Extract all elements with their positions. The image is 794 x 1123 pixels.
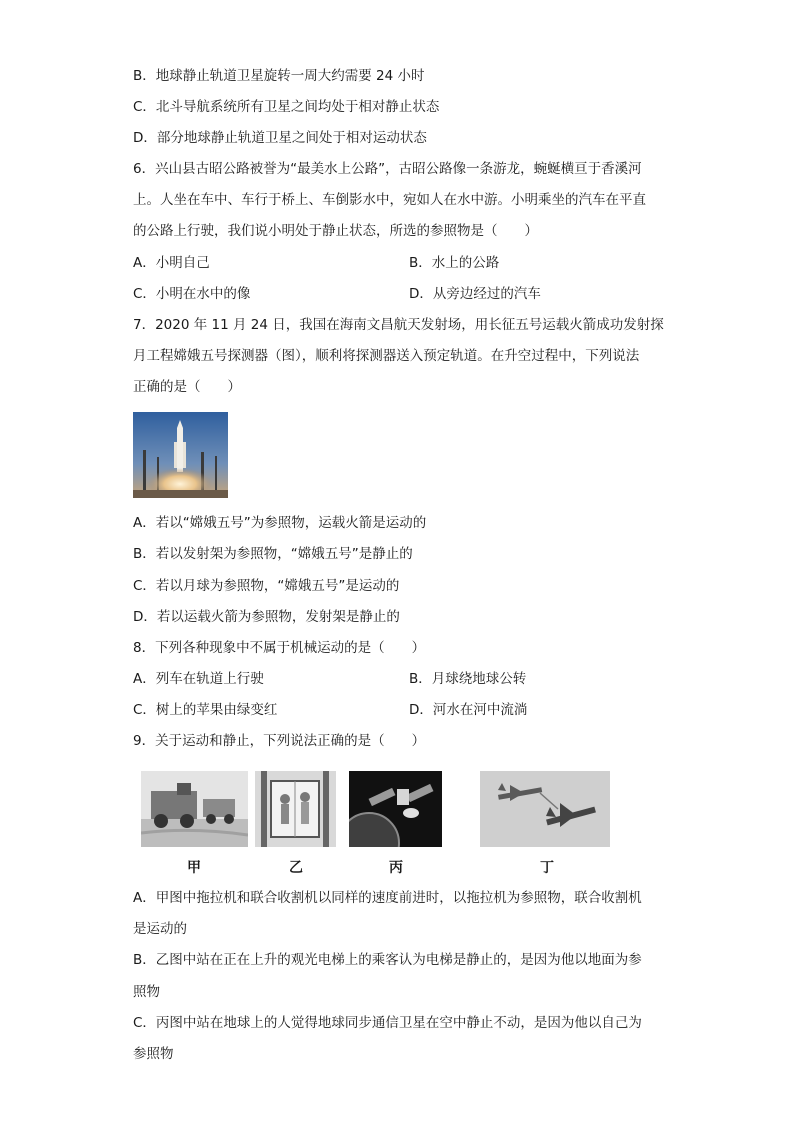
- q9-option-a-line2: 是运动的: [133, 921, 187, 937]
- q9-option-b-line2: 照物: [133, 984, 160, 1000]
- q6-stem-line3: 的公路上行驶，我们说小明处于静止状态，所选的参照物是（ ）: [133, 223, 538, 239]
- q6-option-d: D．从旁边经过的汽车: [409, 286, 541, 302]
- harvester-image: [141, 771, 248, 847]
- q8-option-b: B．月球绕地球公转: [409, 671, 527, 687]
- aircraft-image: [480, 771, 610, 847]
- figure-caption-bing: 丙: [389, 860, 403, 876]
- q5-option-b: B．地球静止轨道卫星旋转一周大约需要 24 小时: [133, 68, 425, 84]
- q6-stem-line1: 6．兴山县古昭公路被誉为“最美水上公路”，古昭公路像一条游龙，蜿蜒横亘于香溪河: [133, 161, 642, 177]
- q9-option-c-line2: 参照物: [133, 1046, 174, 1062]
- q8-option-a: A．列车在轨道上行驶: [133, 671, 264, 687]
- q5-option-d: D．部分地球静止轨道卫星之间处于相对运动状态: [133, 130, 427, 146]
- figure-caption-jia: 甲: [187, 860, 201, 876]
- q7-stem-line2: 月工程嫦娥五号探测器（图），顺利将探测器送入预定轨道。在升空过程中，下列说法: [133, 348, 640, 364]
- q7-option-d: D．若以运载火箭为参照物，发射架是静止的: [133, 609, 400, 625]
- q7-option-a: A．若以“嫦娥五号”为参照物，运载火箭是运动的: [133, 515, 427, 531]
- figure-caption-yi: 乙: [289, 860, 303, 876]
- q7-stem-line3: 正确的是（ ）: [133, 379, 241, 395]
- q5-option-c: C．北斗导航系统所有卫星之间均处于相对静止状态: [133, 99, 440, 115]
- q6-option-c: C．小明在水中的像: [133, 286, 251, 302]
- q9-option-b-line1: B．乙图中站在正在上升的观光电梯上的乘客认为电梯是静止的，是因为他以地面为参: [133, 952, 642, 968]
- q8-stem: 8．下列各种现象中不属于机械运动的是（ ）: [133, 640, 426, 656]
- q6-option-b: B．水上的公路: [409, 255, 500, 271]
- q8-option-c: C．树上的苹果由绿变红: [133, 702, 278, 718]
- figure-caption-ding: 丁: [540, 860, 554, 876]
- q6-stem-line2: 上。人坐在车中、车行于桥上、车倒影水中，宛如人在水中游。小明乘坐的汽车在平直: [133, 192, 646, 208]
- elevator-image: [255, 771, 336, 847]
- satellite-image: [349, 771, 442, 847]
- rocket-launch-image: [133, 412, 228, 498]
- q7-option-c: C．若以月球为参照物，“嫦娥五号”是运动的: [133, 578, 400, 594]
- q9-option-c-line1: C．丙图中站在地球上的人觉得地球同步通信卫星在空中静止不动，是因为他以自己为: [133, 1015, 642, 1031]
- q9-stem: 9．关于运动和静止，下列说法正确的是（ ）: [133, 733, 426, 749]
- q9-option-a-line1: A．甲图中拖拉机和联合收割机以同样的速度前进时，以拖拉机为参照物，联合收割机: [133, 890, 642, 906]
- q7-option-b: B．若以发射架为参照物，“嫦娥五号”是静止的: [133, 546, 413, 562]
- q7-stem-line1: 7．2020 年 11 月 24 日，我国在海南文昌航天发射场，用长征五号运载火箭成功发射探: [133, 317, 664, 333]
- q8-option-d: D．河水在河中流淌: [409, 702, 528, 718]
- q6-option-a: A．小明自己: [133, 255, 210, 271]
